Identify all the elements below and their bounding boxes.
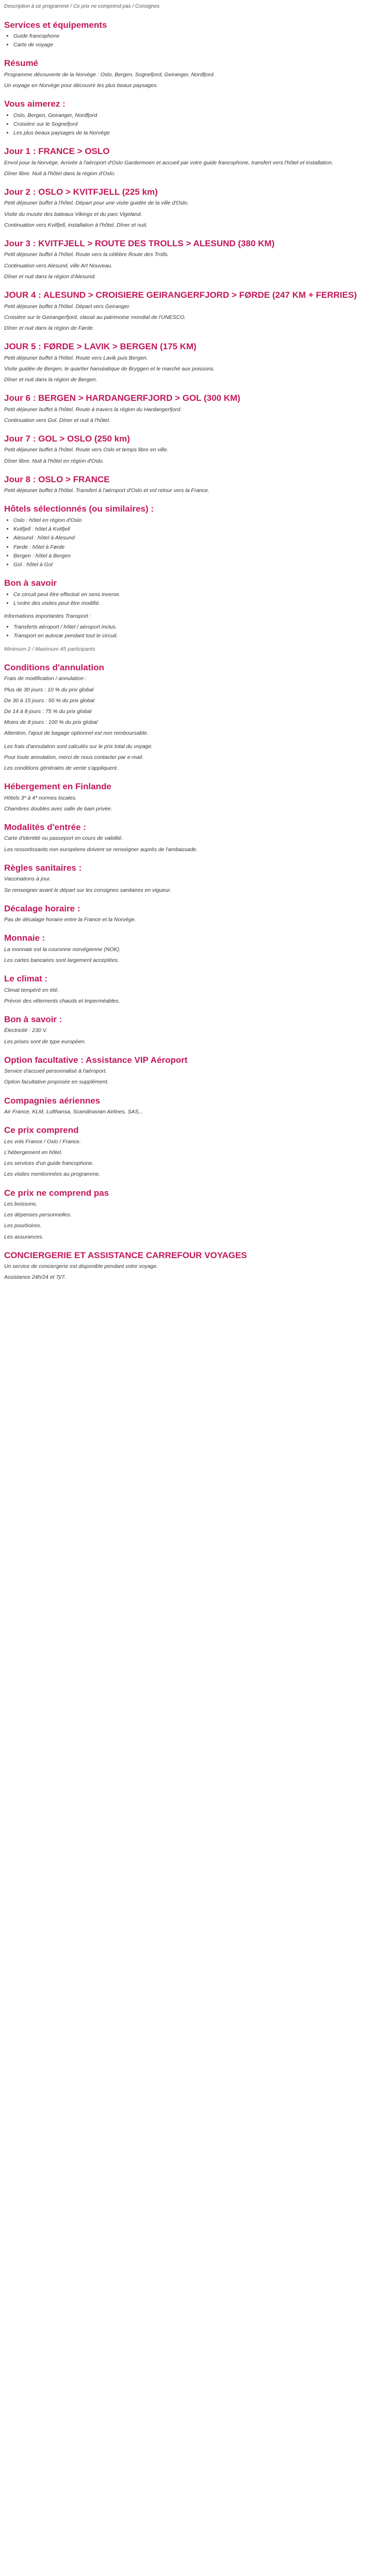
conditions-heading: Conditions d'annulation (4, 662, 104, 672)
bon-savoir-heading: Bon à savoir (4, 578, 57, 588)
transport-info-list (13, 623, 387, 640)
day-4 (4, 290, 387, 332)
vous-aimerez-item: • Croisière sur le Sognefjord (13, 121, 387, 128)
extra-section (4, 743, 387, 773)
climat-section (4, 974, 387, 1005)
vous-aimerez-heading: Vous aimerez : (4, 99, 66, 109)
option-facultative-section (4, 1055, 387, 1087)
conditions-paragraph: Moins de 8 jours : 100 % du prix global (4, 719, 97, 726)
prix-ne-comprend-paragraph: Les dépenses personnelles. (4, 1212, 72, 1218)
transport-info-section (4, 613, 387, 640)
prix-ne-comprend-paragraph: Les boissons. (4, 1200, 38, 1207)
monnaie-heading: Monnaie : (4, 933, 45, 943)
extra-paragraph: Les conditions générales de vente s'appliquent. (4, 765, 118, 772)
regles-heading: Règles sanitaires : (4, 862, 82, 873)
conditions-paragraph: Frais de modification / annulation : (4, 675, 87, 682)
monnaie-paragraph: La monnaie est la couronne norvégienne (NOK). (4, 946, 121, 953)
day-paragraph: Petit déjeuner buffet à l'hôtel. Départ vers Geiranger. (4, 303, 131, 310)
day-heading: JOUR 4 : ALESUND > CROISIERE GEIRANGERFJORD > FØRDE (247 KM + FERRIES) (4, 290, 357, 300)
conditions-paragraph: De 30 à 15 jours : 50 % du prix global (4, 697, 95, 704)
conciergerie-heading: CONCIERGERIE ET ASSISTANCE CARREFOUR VOYAGES (4, 1250, 247, 1260)
day-paragraph: Petit déjeuner buffet à l'hôtel. Route vers Lavik puis Bergen. (4, 354, 148, 361)
transport-info-item: • Transport en autocar pendant tout le circuit. (13, 632, 387, 640)
modalites-heading: Modalités d'entrée : (4, 822, 86, 833)
day-heading: Jour 8 : OSLO > FRANCE (4, 474, 110, 484)
hotels-heading: Hôtels sélectionnés (ou similaires) : (4, 504, 154, 514)
prix-ne-comprend-section (4, 1188, 387, 1241)
day-paragraph: Petit déjeuner buffet à l'hôtel. Route vers Oslo et temps libre en ville. (4, 447, 169, 453)
conciergerie-paragraph: Assistance 24h/24 et 7j/7. (4, 1274, 67, 1281)
hotel-item: • Førde : hôtel à Førde (13, 544, 387, 551)
monnaie-section (4, 933, 387, 964)
decalage-section (4, 904, 387, 924)
decalage-heading: Décalage horaire : (4, 903, 80, 913)
compagnies-heading: Compagnies aériennes (4, 1095, 101, 1106)
vous-aimerez-list (13, 112, 387, 138)
day-heading: JOUR 5 : FØRDE > LAVIK > BERGEN (175 KM) (4, 342, 197, 352)
resume-heading: Résumé (4, 58, 39, 69)
climat-heading: Le climat : (4, 974, 48, 984)
hotel-item: • Kvitfjell : hôtel à Kvitfjell (13, 526, 387, 533)
day-paragraph: Petit déjeuner buffet à l'hôtel. Transfert à l'aéroport d'Oslo et vol retour vers la France. (4, 487, 210, 494)
prix-ne-comprend-heading: Ce prix ne comprend pas (4, 1188, 109, 1198)
compagnies-section (4, 1096, 387, 1116)
bon-savoir-list (13, 591, 387, 607)
day-heading: Jour 3 : KVITFJELL > ROUTE DES TROLLS > ALESUND (380 KM) (4, 239, 275, 249)
conditions-paragraph: De 14 à 8 jours : 75 % du prix global (4, 708, 92, 715)
prix-comprend-paragraph: L'hébergement en hôtel. (4, 1149, 62, 1156)
bon-savoir-2-section (4, 1014, 387, 1046)
resume-paragraph: Programme découverte de la Norvège : Oslo, Bergen, Sognefjord, Geiranger, Nordfjord. (4, 71, 215, 78)
day-paragraph: Dîner libre. Nuit à l'hôtel dans la région d'Oslo. (4, 170, 116, 177)
monnaie-paragraph: Les cartes bancaires sont largement acceptées. (4, 957, 119, 963)
prix-comprend-paragraph: Les visites mentionnées au programme. (4, 1171, 101, 1178)
hotels-list (13, 517, 387, 569)
prix-comprend-section (4, 1125, 387, 1178)
day-paragraph: Dîner et nuit dans la région de Bergen. (4, 377, 97, 383)
day-heading: Jour 6 : BERGEN > HARDANGERFJORD > GOL (300 KM) (4, 393, 240, 403)
climat-paragraph: Prévoir des vêtements chauds et imperméables. (4, 997, 120, 1004)
day-1 (4, 146, 387, 178)
conciergerie-paragraph: Un service de conciergerie est disponible pendant votre voyage. (4, 1263, 158, 1270)
day-paragraph: Dîner et nuit dans la région de Førde. (4, 325, 94, 331)
vous-aimerez-section (4, 99, 387, 137)
prix-comprend-paragraph: Les services d'un guide francophone. (4, 1160, 94, 1167)
vous-aimerez-item: • Oslo, Bergen, Geiranger, Nordfjord (13, 112, 387, 120)
hotel-item: • Alesund : hôtel à Alesund (13, 534, 387, 542)
day-paragraph: Visite guidée de Bergen, le quartier hanséatique de Bryggen et le marché aux poissons. (4, 365, 215, 372)
day-paragraph: Envol pour la Norvège. Arrivée à l'aéroport d'Oslo Gardermoen et accueil par votre guide francophone, transfert vers l'hôtel et installation. (4, 159, 333, 166)
day-3 (4, 239, 387, 281)
prix-ne-comprend-paragraph: Les pourboires. (4, 1223, 42, 1229)
day-7 (4, 434, 387, 465)
services-heading: Services et équipements (4, 20, 107, 30)
bon-savoir-1-section (4, 578, 387, 607)
regles-paragraph: Vaccinations à jour. (4, 876, 51, 883)
day-8 (4, 474, 387, 495)
compagnies-paragraph: Air France, KLM, Lufthansa, Scandinavian Airlines, SAS... (4, 1109, 143, 1115)
modalites-paragraph: Carte d'identité ou passeport en cours de validité. (4, 835, 123, 842)
hotel-item: • Oslo : hôtel en région d'Oslo (13, 517, 387, 524)
transport-info-title: Informations importantes Transport : (4, 613, 91, 620)
transport-info-item: • Transferts aéroport / hôtel / aéroport inclus. (13, 623, 387, 631)
resume-paragraph: Un voyage en Norvège pour découvrir les plus beaux paysages. (4, 82, 158, 89)
bon-savoir-2-paragraph: Les prises sont de type européen. (4, 1038, 86, 1045)
hotel-item: • Gol : hôtel à Gol (13, 561, 387, 569)
decalage-paragraph: Pas de décalage horaire entre la France et la Norvège. (4, 917, 136, 923)
day-paragraph: Petit déjeuner buffet à l'hôtel. Départ pour une visite guidée de la ville d'Oslo. (4, 200, 189, 207)
prix-comprend-paragraph: Les vols France / Oslo / France. (4, 1138, 81, 1145)
day-paragraph: Continuation vers Kvitfjell, installation à l'hôtel. Dîner et nuit. (4, 222, 148, 228)
day-paragraph: Continuation vers Alesund, ville Art Nouveau. (4, 262, 112, 269)
vous-aimerez-item: • Les plus beaux paysages de la Norvège (13, 129, 387, 137)
day-paragraph: Continuation vers Gol. Dîner et nuit à l'hôtel. (4, 417, 110, 423)
hebergement-paragraph: Chambres doubles avec salle de bain privée. (4, 805, 112, 812)
option-facultative-paragraph: Service d'accueil personnalisé à l'aéroport. (4, 1068, 107, 1075)
day-heading: Jour 1 : FRANCE > OSLO (4, 146, 110, 157)
hotel-item: • Bergen : hôtel à Bergen (13, 552, 387, 560)
hebergement-heading: Hébergement en Finlande (4, 782, 111, 792)
day-paragraph: Visite du musée des bateaux Vikings et du parc Vigeland. (4, 211, 142, 217)
option-facultative-paragraph: Option facultative proposée en supplément. (4, 1079, 109, 1086)
bon-savoir-2-heading: Bon à savoir : (4, 1014, 62, 1024)
prix-ne-comprend-paragraph: Les assurances. (4, 1233, 44, 1240)
hebergement-paragraph: Hôtels 3* à 4* normes locales. (4, 794, 77, 801)
hebergement-section (4, 782, 387, 813)
day-5 (4, 342, 387, 384)
climat-paragraph: Climat tempéré en été. (4, 987, 59, 993)
min-participants: Minimum 2 / Maximum 45 participants (4, 646, 95, 652)
option-facultative-heading: Option facultative : Assistance VIP Aéroport (4, 1055, 188, 1065)
day-paragraph: Dîner et nuit dans la région d'Alesund. (4, 273, 96, 280)
day-6 (4, 393, 387, 425)
bon-savoir-item: • L'ordre des visites peut être modifié. (13, 600, 387, 607)
day-paragraph: Petit déjeuner buffet à l'hôtel. Route vers la célèbre Route des Trolls. (4, 251, 169, 258)
extra-paragraph: Pour toute annulation, merci de nous contacter par e-mail. (4, 754, 144, 760)
day-paragraph: Croisière sur le Geirangerfjord, classé au patrimoine mondial de l'UNESCO. (4, 314, 186, 320)
modalites-paragraph: Les ressortissants non européens doivent se renseigner auprès de l'ambassade. (4, 846, 198, 853)
day-heading: Jour 2 : OSLO > KVITFJELL (225 km) (4, 187, 158, 197)
modalites-section (4, 822, 387, 854)
services-item: • Carte de voyage (13, 41, 387, 49)
conditions-paragraph: Plus de 30 jours : 10 % du prix global (4, 686, 94, 693)
day-paragraph: Dîner libre. Nuit à l'hôtel en région d'Oslo. (4, 457, 104, 464)
conciergerie-section (4, 1250, 387, 1282)
tagline: Description à ce programme / Ce prix ne comprend pas / Consignes (4, 4, 160, 9)
day-2 (4, 187, 387, 229)
extra-paragraph: Les frais d'annulation sont calculés sur le prix total du voyage. (4, 743, 153, 750)
services-item: • Guide francophone (13, 32, 387, 40)
regles-paragraph: Se renseigner avant le départ sur les consignes sanitaires en vigueur. (4, 887, 172, 893)
day-paragraph: Petit déjeuner buffet à l'hôtel. Route à travers la région du Hardangerfjord. (4, 406, 182, 413)
prix-comprend-heading: Ce prix comprend (4, 1125, 79, 1136)
regles-section (4, 863, 387, 894)
bon-savoir-2-paragraph: Électricité : 230 V. (4, 1027, 47, 1034)
conditions-paragraph: Attention, l'ajout de bagage optionnel est non remboursable. (4, 730, 149, 737)
day-heading: Jour 7 : GOL > OSLO (250 km) (4, 434, 130, 444)
conditions-section (4, 663, 387, 738)
services-section (4, 20, 387, 49)
resume-section (4, 58, 387, 90)
bon-savoir-item: • Ce circuit peut être effectué en sens inverse. (13, 591, 387, 599)
hotels-section (4, 504, 387, 569)
services-list (13, 32, 387, 49)
